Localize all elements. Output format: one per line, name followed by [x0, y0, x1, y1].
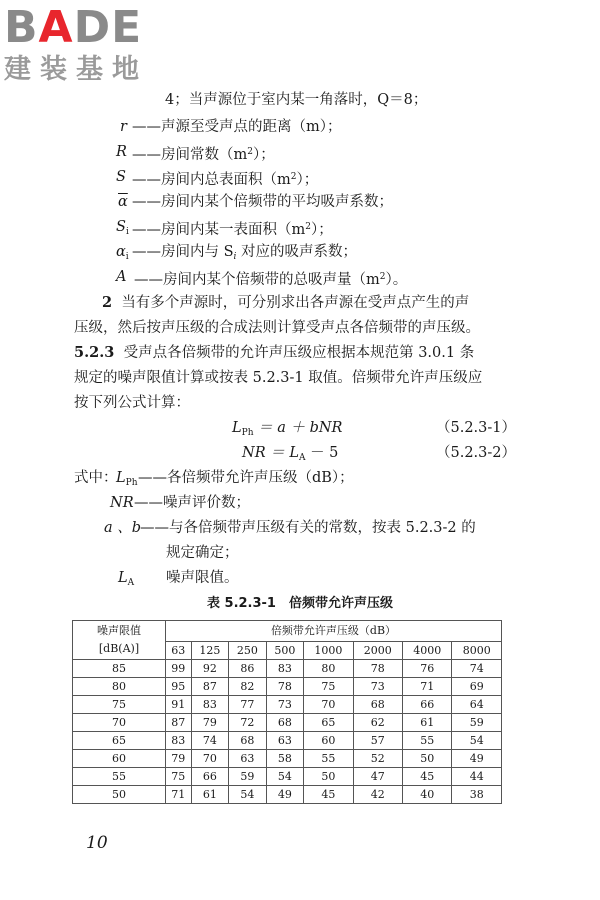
table-cell: 74	[191, 732, 229, 750]
brand-logo	[4, 3, 176, 87]
table-cell: 59	[229, 768, 267, 786]
table-cell: 70	[191, 750, 229, 768]
item-2-line-2: 压级，然后按声压级的合成法则计算受声点各倍频带的声压级。	[74, 320, 480, 336]
table-cell: 55	[304, 750, 353, 768]
table-row	[73, 768, 502, 786]
table-row	[73, 660, 502, 678]
page-number: 10	[86, 833, 108, 853]
table-cell: 65	[304, 714, 353, 732]
definition-A: ——房间内某个倍频带的总吸声量$(m^2)$。	[134, 272, 408, 288]
table-cell: 76	[403, 660, 452, 678]
definition-a-b-cont: 规定确定；	[166, 545, 239, 561]
table-cell: 66	[403, 696, 452, 714]
table-cell: 83	[166, 732, 192, 750]
table-cell: 59	[452, 714, 502, 732]
table-cell: 60	[304, 732, 353, 750]
table-cell: 79	[166, 750, 192, 768]
definition-alpha-bar: ——房间内某个倍频带的平均吸声系数；	[132, 194, 393, 210]
table-cell: 72	[229, 714, 267, 732]
frequency-header-cell: 4000	[403, 642, 452, 660]
noise-limit-cell: 60	[73, 750, 166, 768]
symbol-Si: $S_i$	[116, 219, 129, 237]
definition-S: ——房间内总表面积$(m^2)$；	[132, 172, 319, 188]
table-cell: 71	[403, 678, 452, 696]
table-cell: 68	[266, 714, 304, 732]
noise-limit-cell: 80	[73, 678, 166, 696]
table-cell: 99	[166, 660, 192, 678]
logo-subtitle: 建装基地	[4, 54, 148, 85]
table-cell: 87	[191, 678, 229, 696]
table-cell: 80	[304, 660, 353, 678]
table-row	[73, 678, 502, 696]
table-row	[73, 696, 502, 714]
table-cell: 68	[229, 732, 267, 750]
table-cell: 71	[166, 786, 192, 804]
table-cell: 66	[191, 768, 229, 786]
frequency-header-cell: 1000	[304, 642, 353, 660]
noise-limit-cell: 55	[73, 768, 166, 786]
noise-limit-cell: 50	[73, 786, 166, 804]
symbol-A: A	[116, 269, 127, 285]
table-cell: 73	[266, 696, 304, 714]
symbol-r: r	[120, 119, 127, 135]
formula-5-2-3-1: $L_{Ph} = a$ ＋ bNR	[232, 420, 343, 438]
frequency-header-cell: 2000	[353, 642, 402, 660]
formula-5-2-3-2: NR ＝ $L_A - 5$	[242, 445, 339, 463]
symbol-Lph: $L_{Ph}$	[116, 470, 138, 488]
table-cell: 52	[353, 750, 402, 768]
symbol-a-b: a 、b	[104, 520, 142, 536]
table-cell: 83	[191, 696, 229, 714]
table-row	[73, 732, 502, 750]
table-cell: 86	[229, 660, 267, 678]
definition-NR: ——噪声评价数；	[134, 495, 250, 511]
row-header-cell	[73, 621, 166, 660]
allowed-spl-table	[72, 620, 502, 804]
table-cell: 87	[166, 714, 192, 732]
table-cell: 82	[229, 678, 267, 696]
table-row	[73, 750, 502, 768]
table-caption: 表 5.2.3-1 倍频带允许声压级	[207, 596, 393, 611]
table-cell: 40	[403, 786, 452, 804]
item-2-line-1: 2 当有多个声源时，可分别求出各声源在受声点产生的声	[102, 294, 470, 311]
noise-limit-cell: 75	[73, 696, 166, 714]
section-5-2-3-line-3: 按下列公式计算：	[74, 395, 190, 411]
table-cell: 47	[353, 768, 402, 786]
table-cell: 54	[229, 786, 267, 804]
table-cell: 78	[266, 678, 304, 696]
table-cell: 54	[266, 768, 304, 786]
table-cell: 83	[266, 660, 304, 678]
table-cell: 75	[166, 768, 192, 786]
table-row	[73, 786, 502, 804]
section-5-2-3-line-1: 5.2.3 受声点各倍频带的允许声压级应根据本规范第 3.0.1 条	[74, 344, 475, 361]
symbol-LA: $L_A$	[118, 570, 135, 588]
table-cell: 45	[403, 768, 452, 786]
frequency-header-cell: 250	[229, 642, 267, 660]
table-cell: 68	[353, 696, 402, 714]
frequency-header-cell: 500	[266, 642, 304, 660]
table-cell: 50	[403, 750, 452, 768]
definition-alpha-i: ——房间内与 $S_i$ 对应的吸声系数；	[132, 244, 358, 262]
section-5-2-3-line-2: 规定的噪声限值计算或按表 5.2.3-1 取值。倍频带允许声压级应	[74, 370, 483, 386]
table-cell: 73	[353, 678, 402, 696]
table-cell: 78	[353, 660, 402, 678]
table-cell: 42	[353, 786, 402, 804]
table-cell: 58	[266, 750, 304, 768]
table-cell: 49	[452, 750, 502, 768]
table-cell: 61	[191, 786, 229, 804]
noise-limit-cell: 70	[73, 714, 166, 732]
frequency-header-cell: 63	[166, 642, 192, 660]
definition-LA: 噪声限值。	[166, 570, 239, 586]
table-cell: 57	[353, 732, 402, 750]
table-cell: 77	[229, 696, 267, 714]
table-header-row	[73, 621, 502, 642]
definition-Lph: ——各倍频带允许声压级（dB）；	[138, 470, 354, 486]
table-cell: 50	[304, 768, 353, 786]
definition-q: 4；当声源位于室内某一角落时，Q＝8；	[165, 92, 428, 108]
definition-r: ——声源至受声点的距离（m）；	[132, 119, 342, 135]
table-cell: 54	[452, 732, 502, 750]
table-cell: 79	[191, 714, 229, 732]
noise-limit-cell: 85	[73, 660, 166, 678]
symbol-alpha-i: $\alpha_i$	[116, 244, 129, 262]
table-cell: 74	[452, 660, 502, 678]
table-cell: 61	[403, 714, 452, 732]
definition-R: ——房间常数$(m^2)$；	[132, 147, 275, 163]
table-cell: 75	[304, 678, 353, 696]
symbol-alpha-bar: $\overline{\alpha}$	[118, 194, 128, 210]
table-cell: 63	[266, 732, 304, 750]
table-cell: 49	[266, 786, 304, 804]
row-header-label: 噪声限值	[97, 624, 141, 637]
formula-number-2: （5.2.3-2）	[436, 445, 517, 461]
table-cell: 63	[229, 750, 267, 768]
table-cell: 91	[166, 696, 192, 714]
table-cell: 95	[166, 678, 192, 696]
definition-a-b: ——与各倍频带声压级有关的常数，按表 5.2.3-2 的	[140, 520, 476, 536]
noise-limit-cell: 65	[73, 732, 166, 750]
symbol-R: R	[116, 144, 127, 160]
table-cell: 55	[403, 732, 452, 750]
table-row	[73, 714, 502, 732]
table-cell: 70	[304, 696, 353, 714]
table-cell: 69	[452, 678, 502, 696]
frequency-header-cell: 125	[191, 642, 229, 660]
table-cell: 92	[191, 660, 229, 678]
symbol-S: S	[116, 169, 126, 185]
where-lead: 式中：	[74, 470, 118, 486]
logo-wordmark: BADE	[4, 2, 143, 53]
formula-number-1: （5.2.3-1）	[436, 420, 517, 436]
table-cell: 44	[452, 768, 502, 786]
symbol-NR: NR	[110, 495, 134, 511]
frequency-header-cell: 8000	[452, 642, 502, 660]
table-cell: 62	[353, 714, 402, 732]
group-header: 倍频带允许声压级（dB）	[166, 621, 502, 642]
table-cell: 64	[452, 696, 502, 714]
row-header-unit: [dB(A)]	[98, 642, 140, 655]
definition-Si: ——房间内某一表面积$(m^2)$；	[132, 222, 333, 238]
table-cell: 38	[452, 786, 502, 804]
table-cell: 45	[304, 786, 353, 804]
